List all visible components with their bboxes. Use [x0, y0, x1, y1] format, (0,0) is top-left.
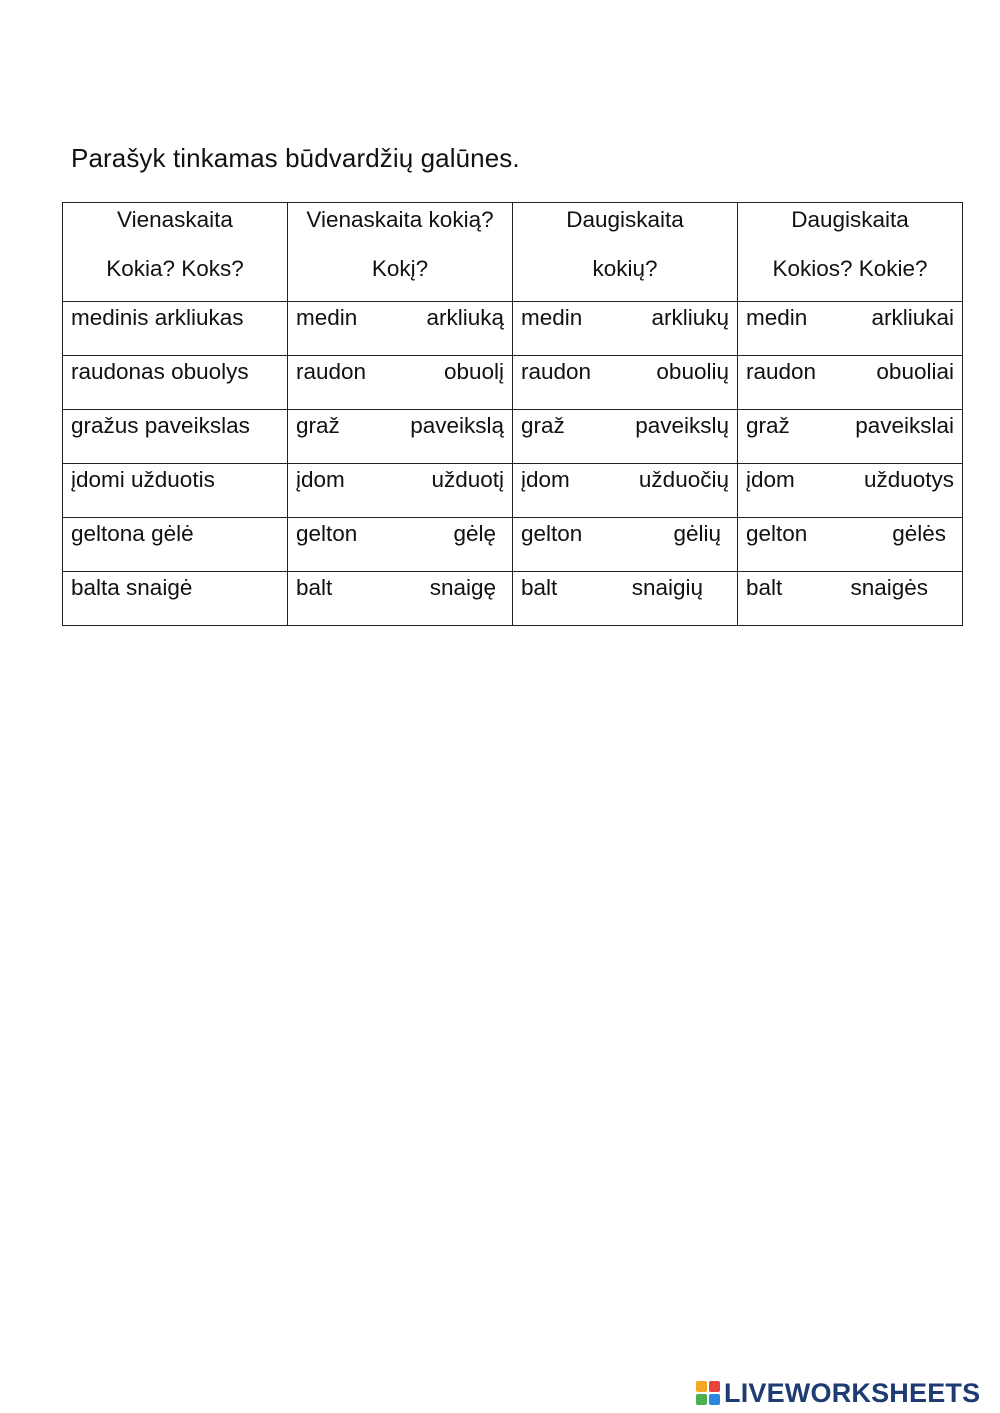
- noun-form: obuolių: [656, 359, 729, 384]
- adjective-stem: medin: [746, 305, 808, 330]
- noun-form: arkliukų: [651, 305, 729, 330]
- noun-form: užduočių: [638, 467, 729, 492]
- answer-cell: [513, 302, 738, 356]
- noun-form: obuoliai: [876, 359, 954, 384]
- table-header-row: [63, 203, 963, 302]
- noun-form: paveikslų: [635, 413, 729, 438]
- noun-form: snaigę: [429, 575, 496, 600]
- noun-form: snaigės: [850, 575, 928, 600]
- phrase-cell: įdomi užduotis: [63, 464, 288, 518]
- adjective-endings-table: [62, 202, 963, 626]
- adjective-stem: balt: [746, 575, 783, 600]
- answer-cell: [288, 518, 513, 572]
- answer-cell: [288, 302, 513, 356]
- phrase-cell: medinis arkliukas: [63, 302, 288, 356]
- table-row: [63, 464, 963, 518]
- table-row: [63, 356, 963, 410]
- noun-form: gėlę: [453, 521, 496, 546]
- answer-cell: [513, 356, 738, 410]
- noun-form: arkliukai: [871, 305, 954, 330]
- adjective-stem: balt: [521, 575, 558, 600]
- adjective-stem: medin: [296, 305, 358, 330]
- header-cell: Vienaskaita Kokia? Koks?: [63, 203, 288, 302]
- noun-form: paveikslą: [410, 413, 504, 438]
- answer-cell: [288, 410, 513, 464]
- noun-form: gėlių: [673, 521, 721, 546]
- adjective-stem: įdom: [296, 467, 345, 492]
- table-row: [63, 302, 963, 356]
- table-row: [63, 572, 963, 626]
- answer-cell: [513, 410, 738, 464]
- answer-cell: [738, 356, 963, 410]
- header-cell: Daugiskaita kokių?: [513, 203, 738, 302]
- noun-form: obuolį: [443, 359, 504, 384]
- adjective-stem: graž: [746, 413, 790, 438]
- watermark-text: LIVEWORKSHEETS: [724, 1377, 981, 1408]
- adjective-stem: raudon: [746, 359, 817, 384]
- answer-cell: [288, 464, 513, 518]
- header-cell: Vienaskaita kokią? Kokį?: [288, 203, 513, 302]
- noun-form: gėlės: [892, 521, 946, 546]
- phrase-cell: raudonas obuolys: [63, 356, 288, 410]
- answer-cell: [738, 572, 963, 626]
- adjective-stem: gelton: [296, 521, 358, 546]
- phrase-cell: balta snaigė: [63, 572, 288, 626]
- adjective-stem: balt: [296, 575, 333, 600]
- adjective-stem: graž: [296, 413, 340, 438]
- phrase-cell: gražus paveikslas: [63, 410, 288, 464]
- noun-form: užduotys: [863, 467, 954, 492]
- table-row: [63, 410, 963, 464]
- answer-cell: [513, 518, 738, 572]
- answer-cell: [513, 464, 738, 518]
- table-row: [63, 518, 963, 572]
- liveworksheets-logo-icon: [696, 1381, 720, 1405]
- adjective-stem: gelton: [521, 521, 583, 546]
- answer-cell: [738, 464, 963, 518]
- answer-cell: [288, 572, 513, 626]
- adjective-stem: medin: [521, 305, 583, 330]
- noun-form: paveikslai: [855, 413, 954, 438]
- answer-cell: [738, 302, 963, 356]
- noun-form: arkliuką: [426, 305, 504, 330]
- noun-form: snaigių: [631, 575, 703, 600]
- answer-cell: [738, 518, 963, 572]
- header-cell: Daugiskaita Kokios? Kokie?: [738, 203, 963, 302]
- adjective-stem: gelton: [746, 521, 808, 546]
- liveworksheets-watermark: [696, 1379, 980, 1407]
- adjective-stem: įdom: [746, 467, 795, 492]
- page-title: Parašyk tinkamas būdvardžių galūnes.: [71, 143, 520, 173]
- adjective-stem: graž: [521, 413, 565, 438]
- answer-cell: [288, 356, 513, 410]
- answer-cell: [738, 410, 963, 464]
- adjective-stem: raudon: [296, 359, 367, 384]
- adjective-stem: raudon: [521, 359, 592, 384]
- adjective-stem: įdom: [521, 467, 570, 492]
- answer-cell: [513, 572, 738, 626]
- phrase-cell: geltona gėlė: [63, 518, 288, 572]
- noun-form: užduotį: [431, 467, 504, 492]
